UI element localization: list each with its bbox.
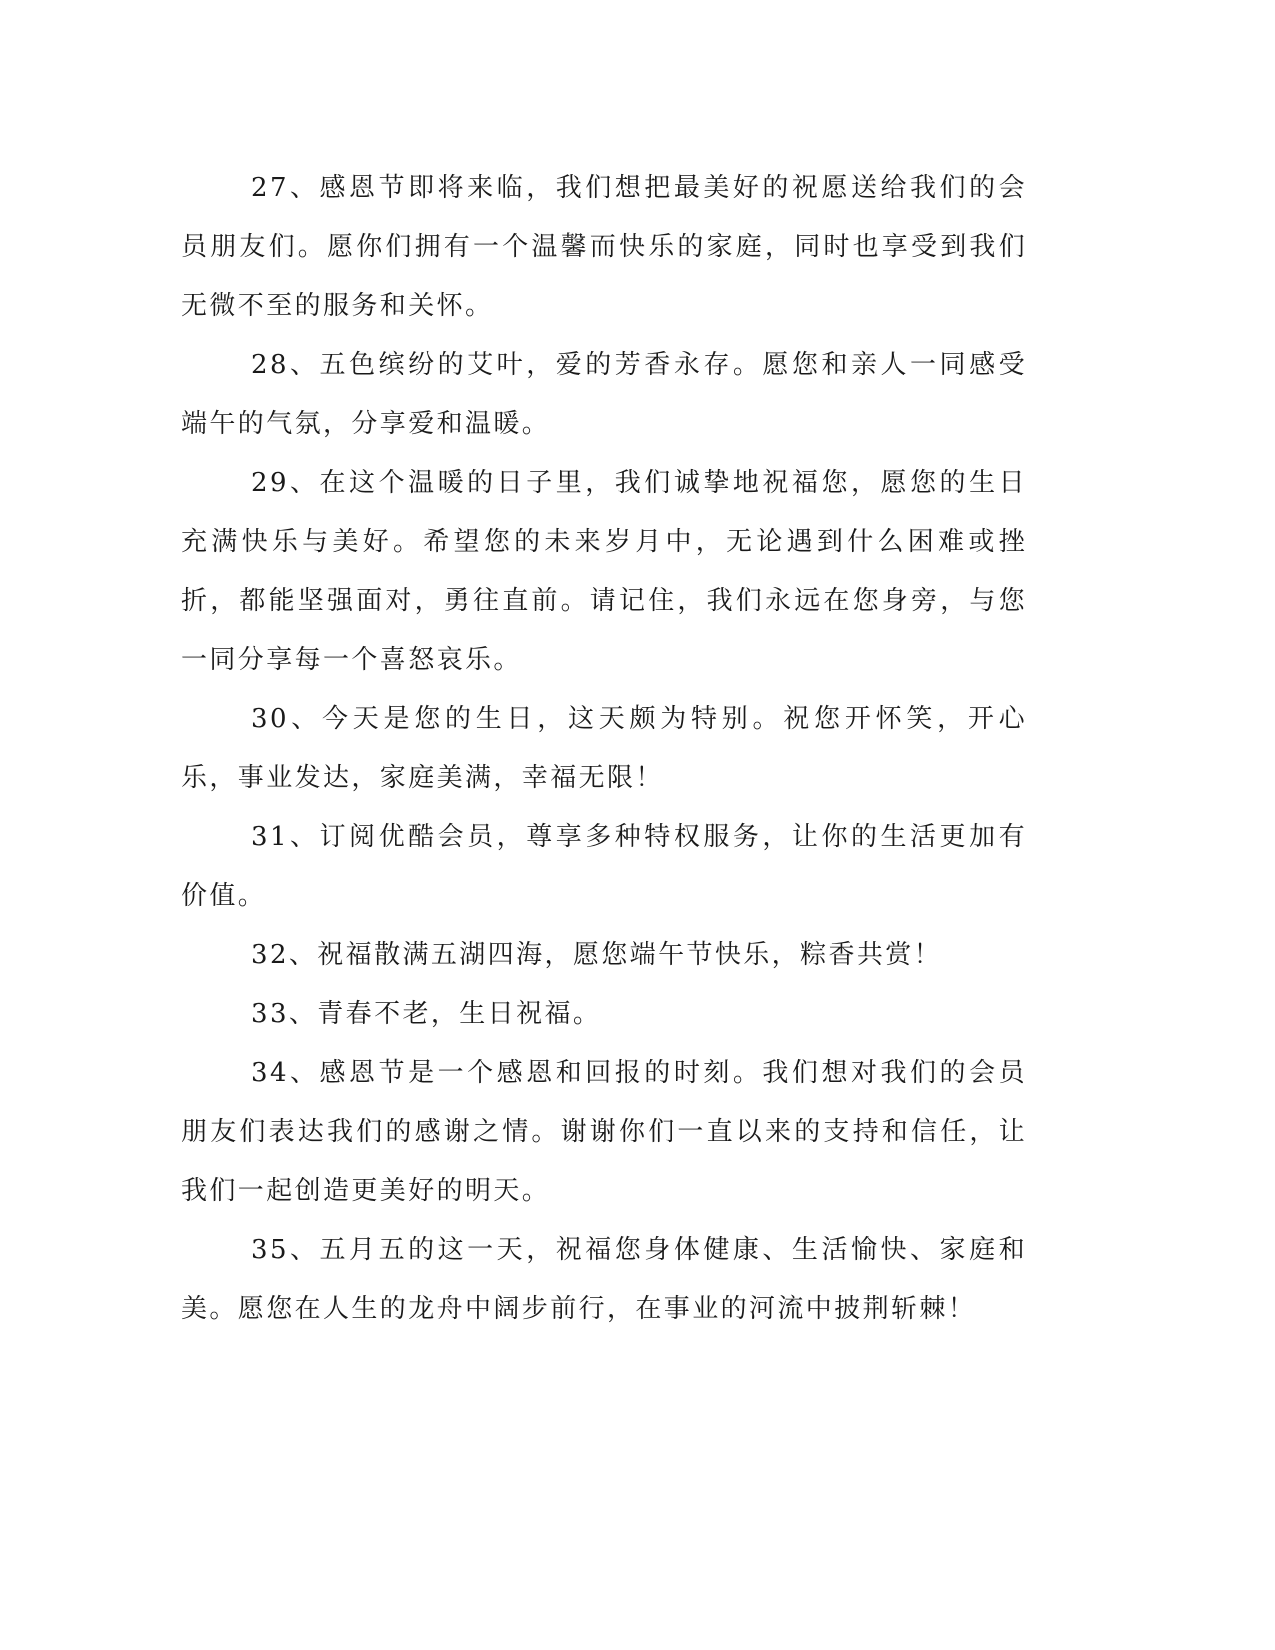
document-body (181, 159, 1027, 1339)
paragraph-33: 33、青春不老，生日祝福。 (251, 999, 602, 1029)
paragraph-30: 30、今天是您的生日，这天颇为特别。祝您开怀笑，开心乐，事业发达，家庭美满，幸福无限！ (181, 704, 1027, 793)
paragraph-31: 31、订阅优酷会员，尊享多种特权服务，让你的生活更加有价值。 (181, 822, 1027, 911)
paragraph-28: 28、五色缤纷的艾叶，爱的芳香永存。愿您和亲人一同感受端午的气氛，分享爱和温暖。 (181, 350, 1027, 439)
paragraph-32: 32、祝福散满五湖四海，愿您端午节快乐，粽香共赏！ (251, 940, 943, 970)
paragraph-35: 35、五月五的这一天，祝福您身体健康、生活愉快、家庭和美。愿您在人生的龙舟中阔步前行，在事业的河流中披荆斩棘！ (181, 1235, 1027, 1324)
paragraph-27: 27、感恩节即将来临，我们想把最美好的祝愿送给我们的会员朋友们。愿你们拥有一个温馨而快乐的家庭，同时也享受到我们无微不至的服务和关怀。 (181, 173, 1027, 321)
paragraph-29: 29、在这个温暖的日子里，我们诚挚地祝福您，愿您的生日充满快乐与美好。希望您的未来岁月中，无论遇到什么困难或挫折，都能坚强面对，勇往直前。请记住，我们永远在您身旁，与您一同分享每一个喜怒哀乐。 (181, 468, 1027, 675)
paragraph-34: 34、感恩节是一个感恩和回报的时刻。我们想对我们的会员朋友们表达我们的感谢之情。谢谢你们一直以来的支持和信任，让我们一起创造更美好的明天。 (181, 1058, 1027, 1206)
